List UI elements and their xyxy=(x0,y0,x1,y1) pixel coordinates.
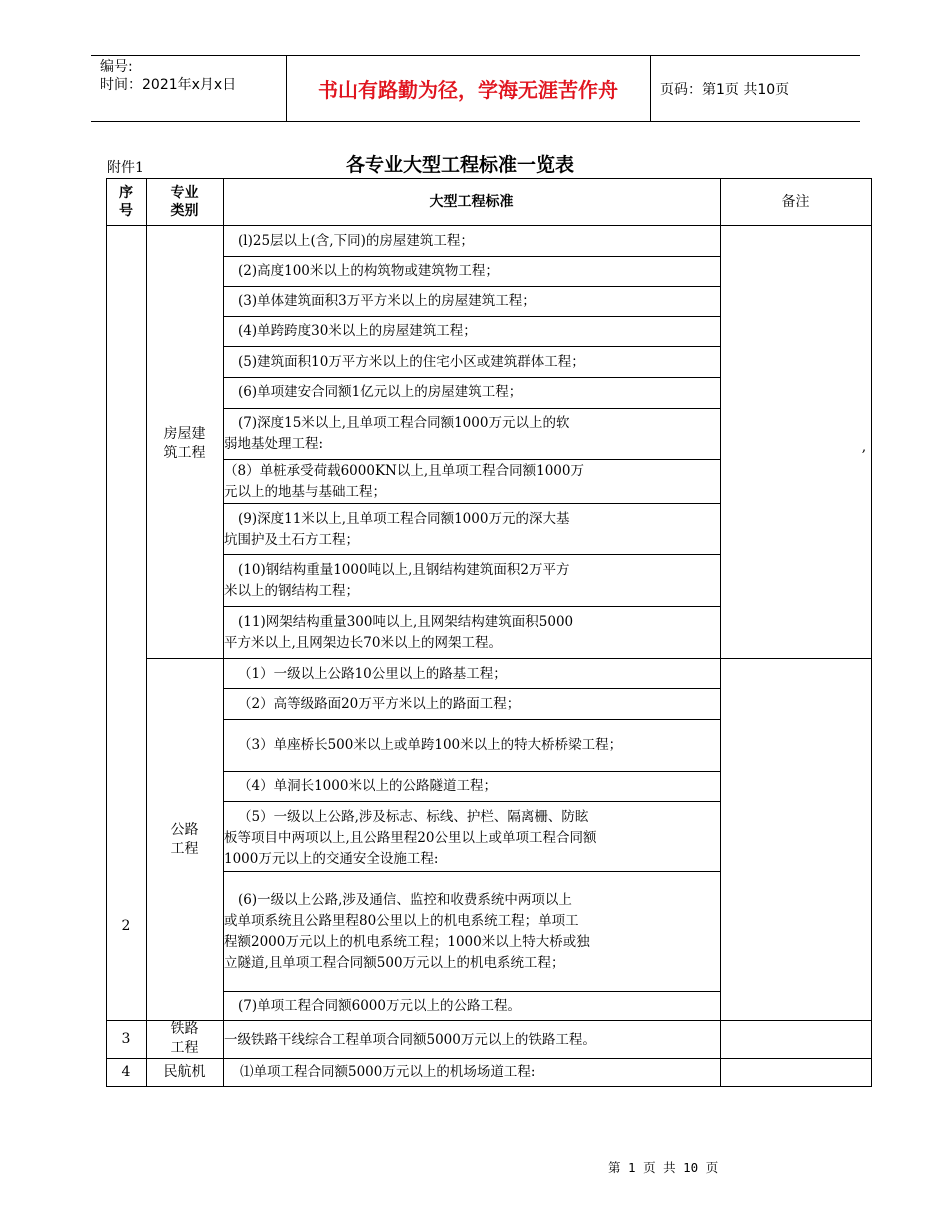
category-highway: 公路 工程 xyxy=(170,822,199,857)
list-item: (2)高度100米以上的构筑物或建筑物工程； xyxy=(238,263,499,279)
list-item: （8）单桩承受荷载6000KN以上,且单项工程合同额1000万 元以上的地基与基础工程； xyxy=(224,463,584,500)
row-index: 2 xyxy=(121,918,131,934)
header-bottom-rule xyxy=(91,121,860,122)
list-item: （1）一级以上公路10公里以上的路基工程； xyxy=(238,666,507,682)
list-item: (6)单项建安合同额1亿元以上的房屋建筑工程； xyxy=(238,384,523,400)
list-item: （3）单座桥长500米以上或单跨100米以上的特大桥桥梁工程； xyxy=(238,737,623,753)
list-item: （5）一级以上公路,涉及标志、标线、护栏、隔离栅、防眩 板等项目中两项以上,且公路里程20公里以上或单项工程合同额 1000万元以上的交通安全设施工程: xyxy=(224,809,597,867)
header-category: 专业 类别 xyxy=(170,185,199,219)
row-index: 4 xyxy=(121,1064,131,1080)
number-label: 编号: xyxy=(100,59,133,75)
list-item: 一级铁路干线综合工程单项合同额5000万元以上的铁路工程。 xyxy=(224,1032,596,1048)
row-index: 3 xyxy=(121,1031,131,1047)
list-item: (5)建筑面积10万平方米以上的住宅小区或建筑群体工程； xyxy=(238,354,585,370)
category-housing: 房屋建 筑工程 xyxy=(163,426,206,461)
list-item: （4）单洞长1000米以上的公路隧道工程； xyxy=(238,778,497,794)
page-footer: 第 1 页 共 10 页 xyxy=(608,1160,719,1175)
list-item: (6)一级以上公路,涉及通信、监控和收费系统中两项以上 或单项系统且公路里程80公里以上的机电系统工程；单项工 程额2000万元以上的机电系统工程；1000米以上特大桥或独 立隧道,且单项工程合同额500万元以上的机电系统工程； xyxy=(224,892,590,971)
time-label: 时间：2021年x月x日 xyxy=(100,77,237,93)
header-index: 序 号 xyxy=(119,185,133,219)
list-item: (4)单跨跨度30米以上的房屋建筑工程； xyxy=(238,323,477,339)
list-item: (11)网架结构重量300吨以上,且网架结构建筑面积5000 平方米以上,且网架边长70米以上的网架工程。 xyxy=(224,614,574,651)
header-meta xyxy=(100,58,285,94)
list-item: (3)单体建筑面积3万平方米以上的房屋建筑工程； xyxy=(238,293,536,309)
category-railway: 铁路 工程 xyxy=(170,1021,199,1056)
page-title: 各专业大型工程标准一览表 xyxy=(345,154,574,176)
header-notes: 备注 xyxy=(781,194,810,210)
list-item: ⑴单项工程合同额5000万元以上的机场场道工程: xyxy=(240,1064,536,1080)
list-item: (7)单项工程合同额6000万元以上的公路工程。 xyxy=(238,998,521,1014)
header-divider xyxy=(286,56,287,121)
list-item: (10)钢结构重量1000吨以上,且钢结构建筑面积2万平方 米以上的钢结构工程； xyxy=(224,562,570,599)
header-page-info: 页码：第1页 共10页 xyxy=(660,81,790,98)
notes-mark: , xyxy=(861,439,867,455)
category-aviation: 民航机 xyxy=(163,1064,206,1080)
list-item: (l)25层以上(含,下同)的房屋建筑工程； xyxy=(238,233,474,249)
list-item: （2）高等级路面20万平方米以上的路面工程； xyxy=(238,696,521,712)
list-item: (7)深度15米以上,且单项工程合同额1000万元以上的软 弱地基处理工程: xyxy=(224,415,570,452)
header-divider xyxy=(650,56,651,121)
list-item: (9)深度11米以上,且单项工程合同额1000万元的深大基 坑围护及土石方工程； xyxy=(224,511,570,548)
header-motto: 书山有路勤为径，学海无涯苦作舟 xyxy=(318,78,618,102)
header-standard: 大型工程标准 xyxy=(429,194,514,210)
attachment-label: 附件1 xyxy=(107,160,144,176)
